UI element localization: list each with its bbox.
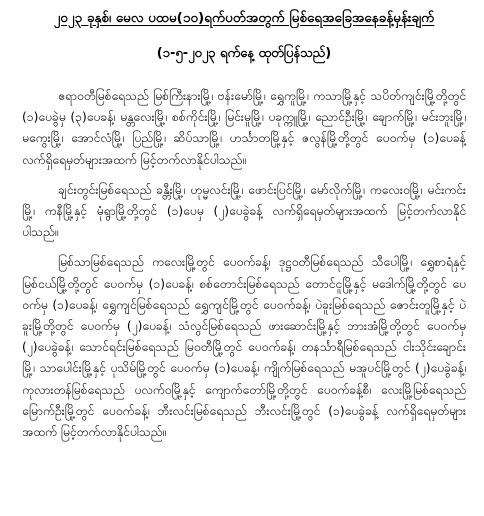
paragraph-other-rivers: မြစ်သာမြစ်ရေသည် ကလေးမြို့တွင် ပေဝက်ခန့်၊ ဒုဋ္ဌဝတီမြစ်ရေသည် သီပေါမြို့၊ ရွှေစာရံနှင့် မြစ်ငယ်မြို့တို့တွင် ပေဝက်မှ (၁)ပေခန့်၊ စစ်တောင်းမြစ်ရေသည် တောင်ငူမြို့နှင့် မဒေါက်မြို့တို့တွင် ပေဝက်မှ (၁)ပေခန့်၊ ရွှေကျင်မြစ်ရေသည် ရွှေကျင်မြို့တွင် ပေဝက်ခန့်၊ ပဲခူးမြစ်ရေသည် ဇောင်းတူမြို့နှင့် ပဲခူးမြို့တို့တွင် ပေဝက်မှ (၂)ပေခန့်၊ သံလွင်မြစ်ရေသည် ဖားဆောင်းမြို့နှင့် ဘားအံမြို့တို့တွင် ပေဝက်မှ (၂)ပေခွဲခန့်၊ သောင်ရင်းမြစ်ရေသည် မြဝတီမြို့တွင် ပေဝက်ခန့်၊ တနင်္သာရီမြစ်ရေသည် ငါးသိုင်းချောင်းမြို့၊ သာပေါင်းမြို့နှင့် ပုသိမ်မြို့တွင် ပေဝက်မှ (၁)ပေခန့်၊ ကျိုက်မြစ်ရေသည် မအူပင်မြို့တွင် (၂)ပေခွဲခန့်၊ ကုလားတန်မြစ်ရေသည် ပလက်ဝမြို့နှင့် ကျောက်တော်မြို့တို့တွင် ပေဝက်ခန့်စီ၊ လေးမြို့မြစ်ရေသည် မြောက်ဦးမြို့တွင် ပေဝက်ခန့်၊ ဘီးလင်းမြစ်ရေသည် ဘီးလင်းမြို့တွင် (၁)ပေခွဲခန့် လက်ရှိရေမှတ်များအထက် မြင့်တက်လာနိုင်ပါသည်။ (22, 255, 466, 440)
paragraph-chindwin: ချင်းတွင်းမြစ်ရေသည် ခန္တီးမြို့၊ ဟုမ္မလင်းမြို့၊ ဖောင်းပြင်မြို့၊ မော်လိုက်မြို့၊ ကလေးဝမြို့၊ မင်းကင်းမြို့၊ ကနီမြို့နှင့် မုံရွာမြို့တို့တွင် (၁)ပေမှ (၂)ပေခွဲခန့် လက်ရှိရေမှတ်များအထက် မြင့်တက်လာနိုင်ပါသည်။ (22, 182, 466, 240)
paragraph-ayeyarwady: ဧရာဝတီမြစ်ရေသည် မြစ်ကြီးနားမြို့၊ ဗန်းမော်မြို့၊ ရွှေကူမြို့၊ ကသာမြို့နှင့် သပိတ်ကျင်းမြို့တို့တွင် (၁)ပေခွဲမှ (၃)ပေခန့်၊ မန္တလေးမြို့၊ စစ်ကိုင်းမြို့၊ မြင်းမူမြို့၊ ပခုက္ကူမြို့၊ ညောင်ဦးမြို့၊ ချောက်မြို့၊ မင်းဘူးမြို့၊ မကွေးမြို့၊ အောင်လံမြို့၊ ပြည်မြို့၊ ဆိပ်သာမြို့၊ ဟင်္သာတမြို့နှင့် ဇလွန်မြို့တို့တွင် ပေဝက်မှ (၁)ပေခန့် လက်ရှိရေမှတ်များအထက် မြင့်တက်လာနိုင်ပါသည်။ (22, 89, 466, 167)
document-title: ၂၀၂၃ ခုနှစ်၊ မေလ ပထမ(၁၀)ရက်ပတ်အတွက် မြစ်ရေအခြေအနေခန့်မှန်းချက် (53, 10, 435, 26)
document-subtitle: (၁-၅-၂၀၂၃ ရက်နေ့ ထုတ်ပြန်သည်) (156, 46, 332, 61)
